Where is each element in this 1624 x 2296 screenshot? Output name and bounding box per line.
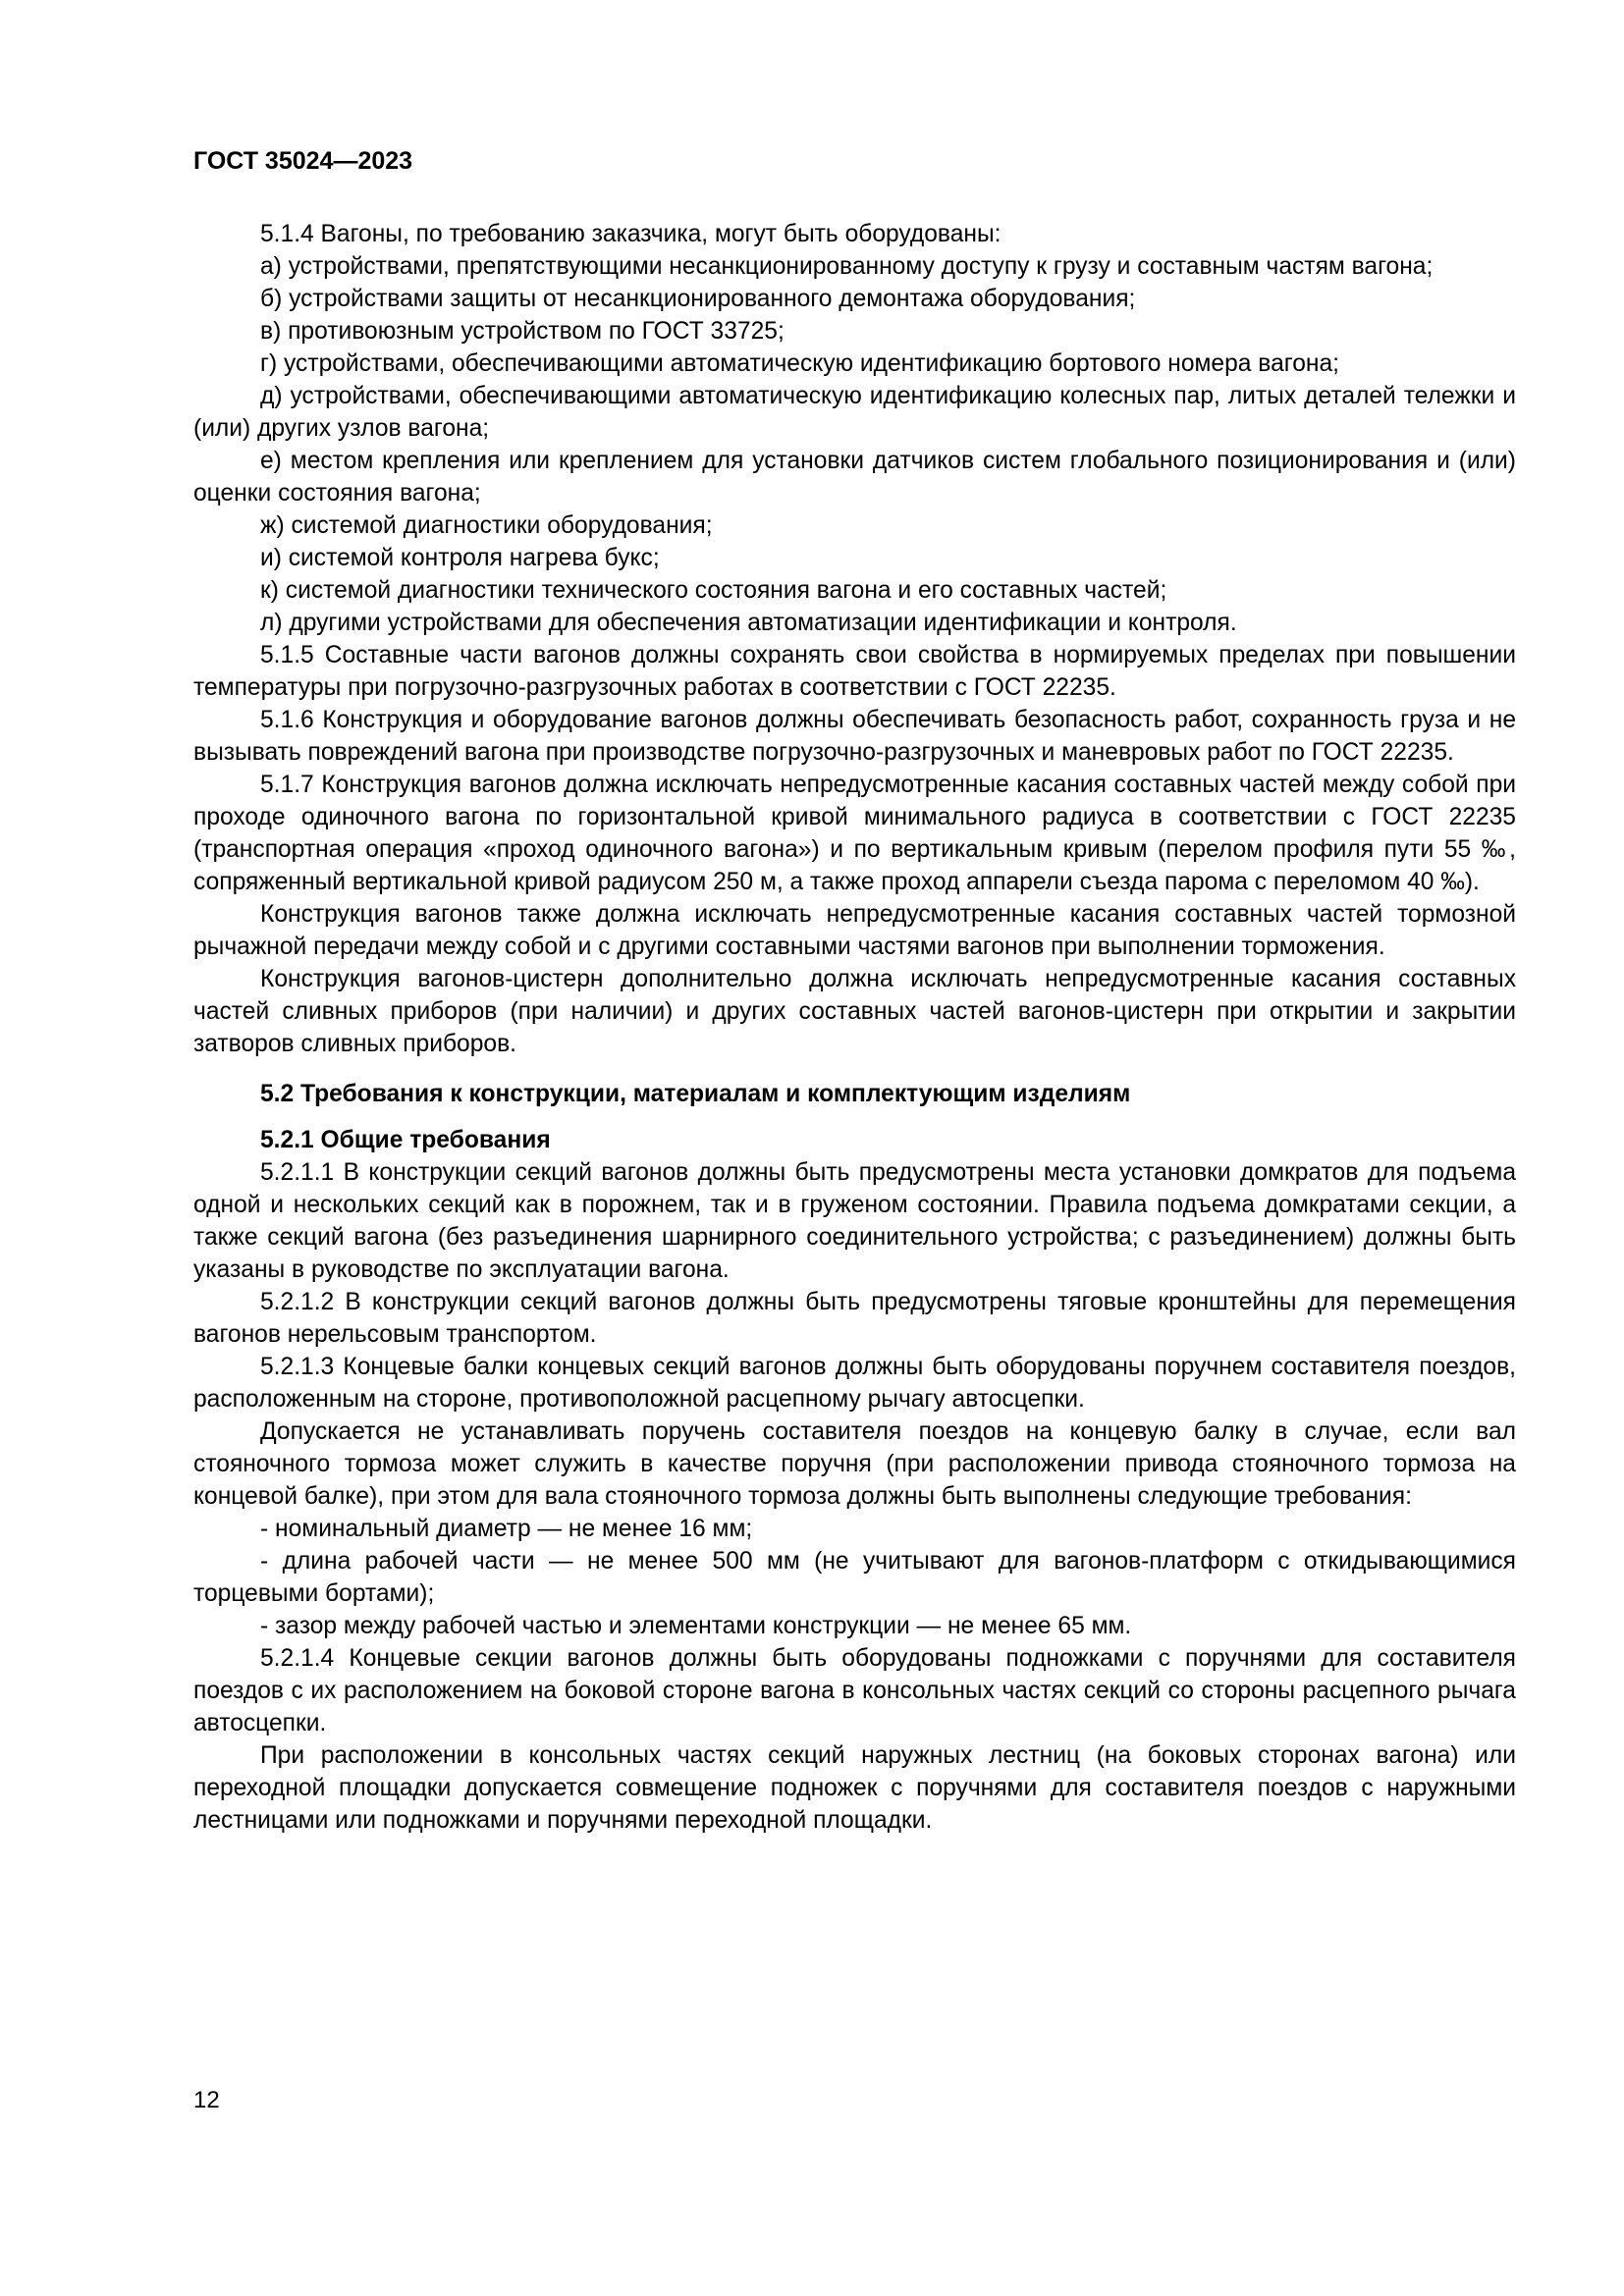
list-item-e: е) местом крепления или креплением для установки датчиков систем глобального позиционирования и (или) оценки состояния вагона;	[193, 448, 1516, 507]
list-item-k: к) системой диагностики технического состояния вагона и его составных частей;	[260, 577, 1167, 604]
paragraph-ladders: При расположении в консольных частях секций наружных лестниц (на боковых сторонах вагона) или переходной площадки допускается совмещение подножек с поручнями для составителя поездов с наружными лестницами или подножками и поручнями переходной площадки.	[193, 1742, 1516, 1834]
requirement-length: - длина рабочей части — не менее 500 мм (не учитывают для вагонов-платформ с откидывающимися торцевыми бортами);	[193, 1548, 1516, 1607]
subsection-heading-5-2-1: 5.2.1 Общие требования	[260, 1127, 551, 1153]
list-item-b: б) устройствами защиты от несанкционированного демонтажа оборудования;	[260, 286, 1136, 312]
clause-5-1-7: 5.1.7 Конструкция вагонов должна исключать непредусмотренные касания составных частей между собой при проходе одиночного вагона по горизонтальной кривой минимального радиуса в соответствии с ГОСТ 22235 (транспортная операция «проход одиночного вагона») и по вертикальным кривым (перелом профиля пути 55 ‰, сопряженный вертикальной кривой радиусом 250 м, а также проход аппарели съезда парома с переломом 40 ‰).	[193, 772, 1516, 895]
list-item-l: л) другими устройствами для обеспечения автоматизации идентификации и контроля.	[260, 610, 1237, 636]
clause-5-1-4: 5.1.4 Вагоны, по требованию заказчика, могут быть оборудованы:	[260, 221, 1001, 247]
clause-5-1-5: 5.1.5 Составные части вагонов должны сохранять свои свойства в нормируемых пределах при повышении температуры при погрузочно-разгрузочных работах в соответствии с ГОСТ 22235.	[193, 642, 1516, 701]
paragraph-tank-cars: Конструкция вагонов-цистерн дополнительно должна исключать непредусмотренные касания составных частей сливных приборов (при наличии) и других составных частей вагонов-цистерн при открытии и закрытии затворов сливных приборов.	[193, 966, 1516, 1057]
requirement-clearance: - зазор между рабочей частью и элементами конструкции — не менее 65 мм.	[260, 1613, 1132, 1639]
clause-5-1-6: 5.1.6 Конструкция и оборудование вагонов должны обеспечивать безопасность работ, сохранность груза и не вызывать повреждений вагона при производстве погрузочно-разгрузочных и маневровых работ по ГОСТ 22235.	[193, 707, 1516, 766]
paragraph-handrail-exception: Допускается не устанавливать поручень составителя поездов на концевую балку в случае, если вал стояночного тормоза может служить в качестве поручня (при расположении привода стояночного тормоза на концевой балке), при этом для вала стояночного тормоза должны быть выполнены следующие требования:	[193, 1418, 1516, 1510]
paragraph-brake-rigging: Конструкция вагонов также должна исключать непредусмотренные касания составных частей тормозной рычажной передачи между собой и с другими составными частями вагонов при выполнении торможения.	[193, 901, 1516, 960]
section-heading-5-2: 5.2 Требования к конструкции, материалам и комплектующим изделиям	[260, 1081, 1131, 1107]
document-body	[193, 218, 1516, 1837]
list-item-g: г) устройствами, обеспечивающими автоматическую идентификацию бортового номера вагона;	[260, 350, 1339, 377]
list-item-d: д) устройствами, обеспечивающими автоматическую идентификацию колесных пар, литых деталей тележки и (или) других узлов вагона;	[193, 383, 1516, 442]
list-item-zh: ж) системой диагностики оборудования;	[260, 512, 713, 539]
clause-5-2-1-1: 5.2.1.1 В конструкции секций вагонов должны быть предусмотрены места установки домкратов для подъема одной и нескольких секций как в порожнем, так и в груженом состоянии. Правила подъема домкратами секции, а также секций вагона (без разъединения шарнирного соединительного устройства; с разъединением) должны быть указаны в руководстве по эксплуатации вагона.	[193, 1159, 1516, 1283]
list-item-v: в) противоюзным устройством по ГОСТ 33725;	[260, 318, 785, 345]
page-number: 12	[193, 2087, 220, 2113]
requirement-diameter: - номинальный диаметр — не менее 16 мм;	[260, 1516, 753, 1542]
clause-5-2-1-2: 5.2.1.2 В конструкции секций вагонов должны быть предусмотрены тяговые кронштейны для перемещения вагонов нерельсовым транспортом.	[193, 1289, 1516, 1348]
clause-5-2-1-3: 5.2.1.3 Концевые балки концевых секций вагонов должны быть оборудованы поручнем составителя поездов, расположенным на стороне, противоположной расцепному рычагу автосцепки.	[193, 1354, 1516, 1413]
list-item-a: а) устройствами, препятствующими несанкционированному доступу к грузу и составным частям вагона;	[260, 253, 1434, 280]
clause-5-2-1-4: 5.2.1.4 Концевые секции вагонов должны быть оборудованы подножками с поручнями для составителя поездов с их расположением на боковой стороне вагона в консольных частях секций со стороны расцепного рычага автосцепки.	[193, 1645, 1516, 1736]
document-header: ГОСТ 35024—2023	[193, 147, 413, 175]
list-item-i: и) системой контроля нагрева букс;	[260, 545, 660, 571]
